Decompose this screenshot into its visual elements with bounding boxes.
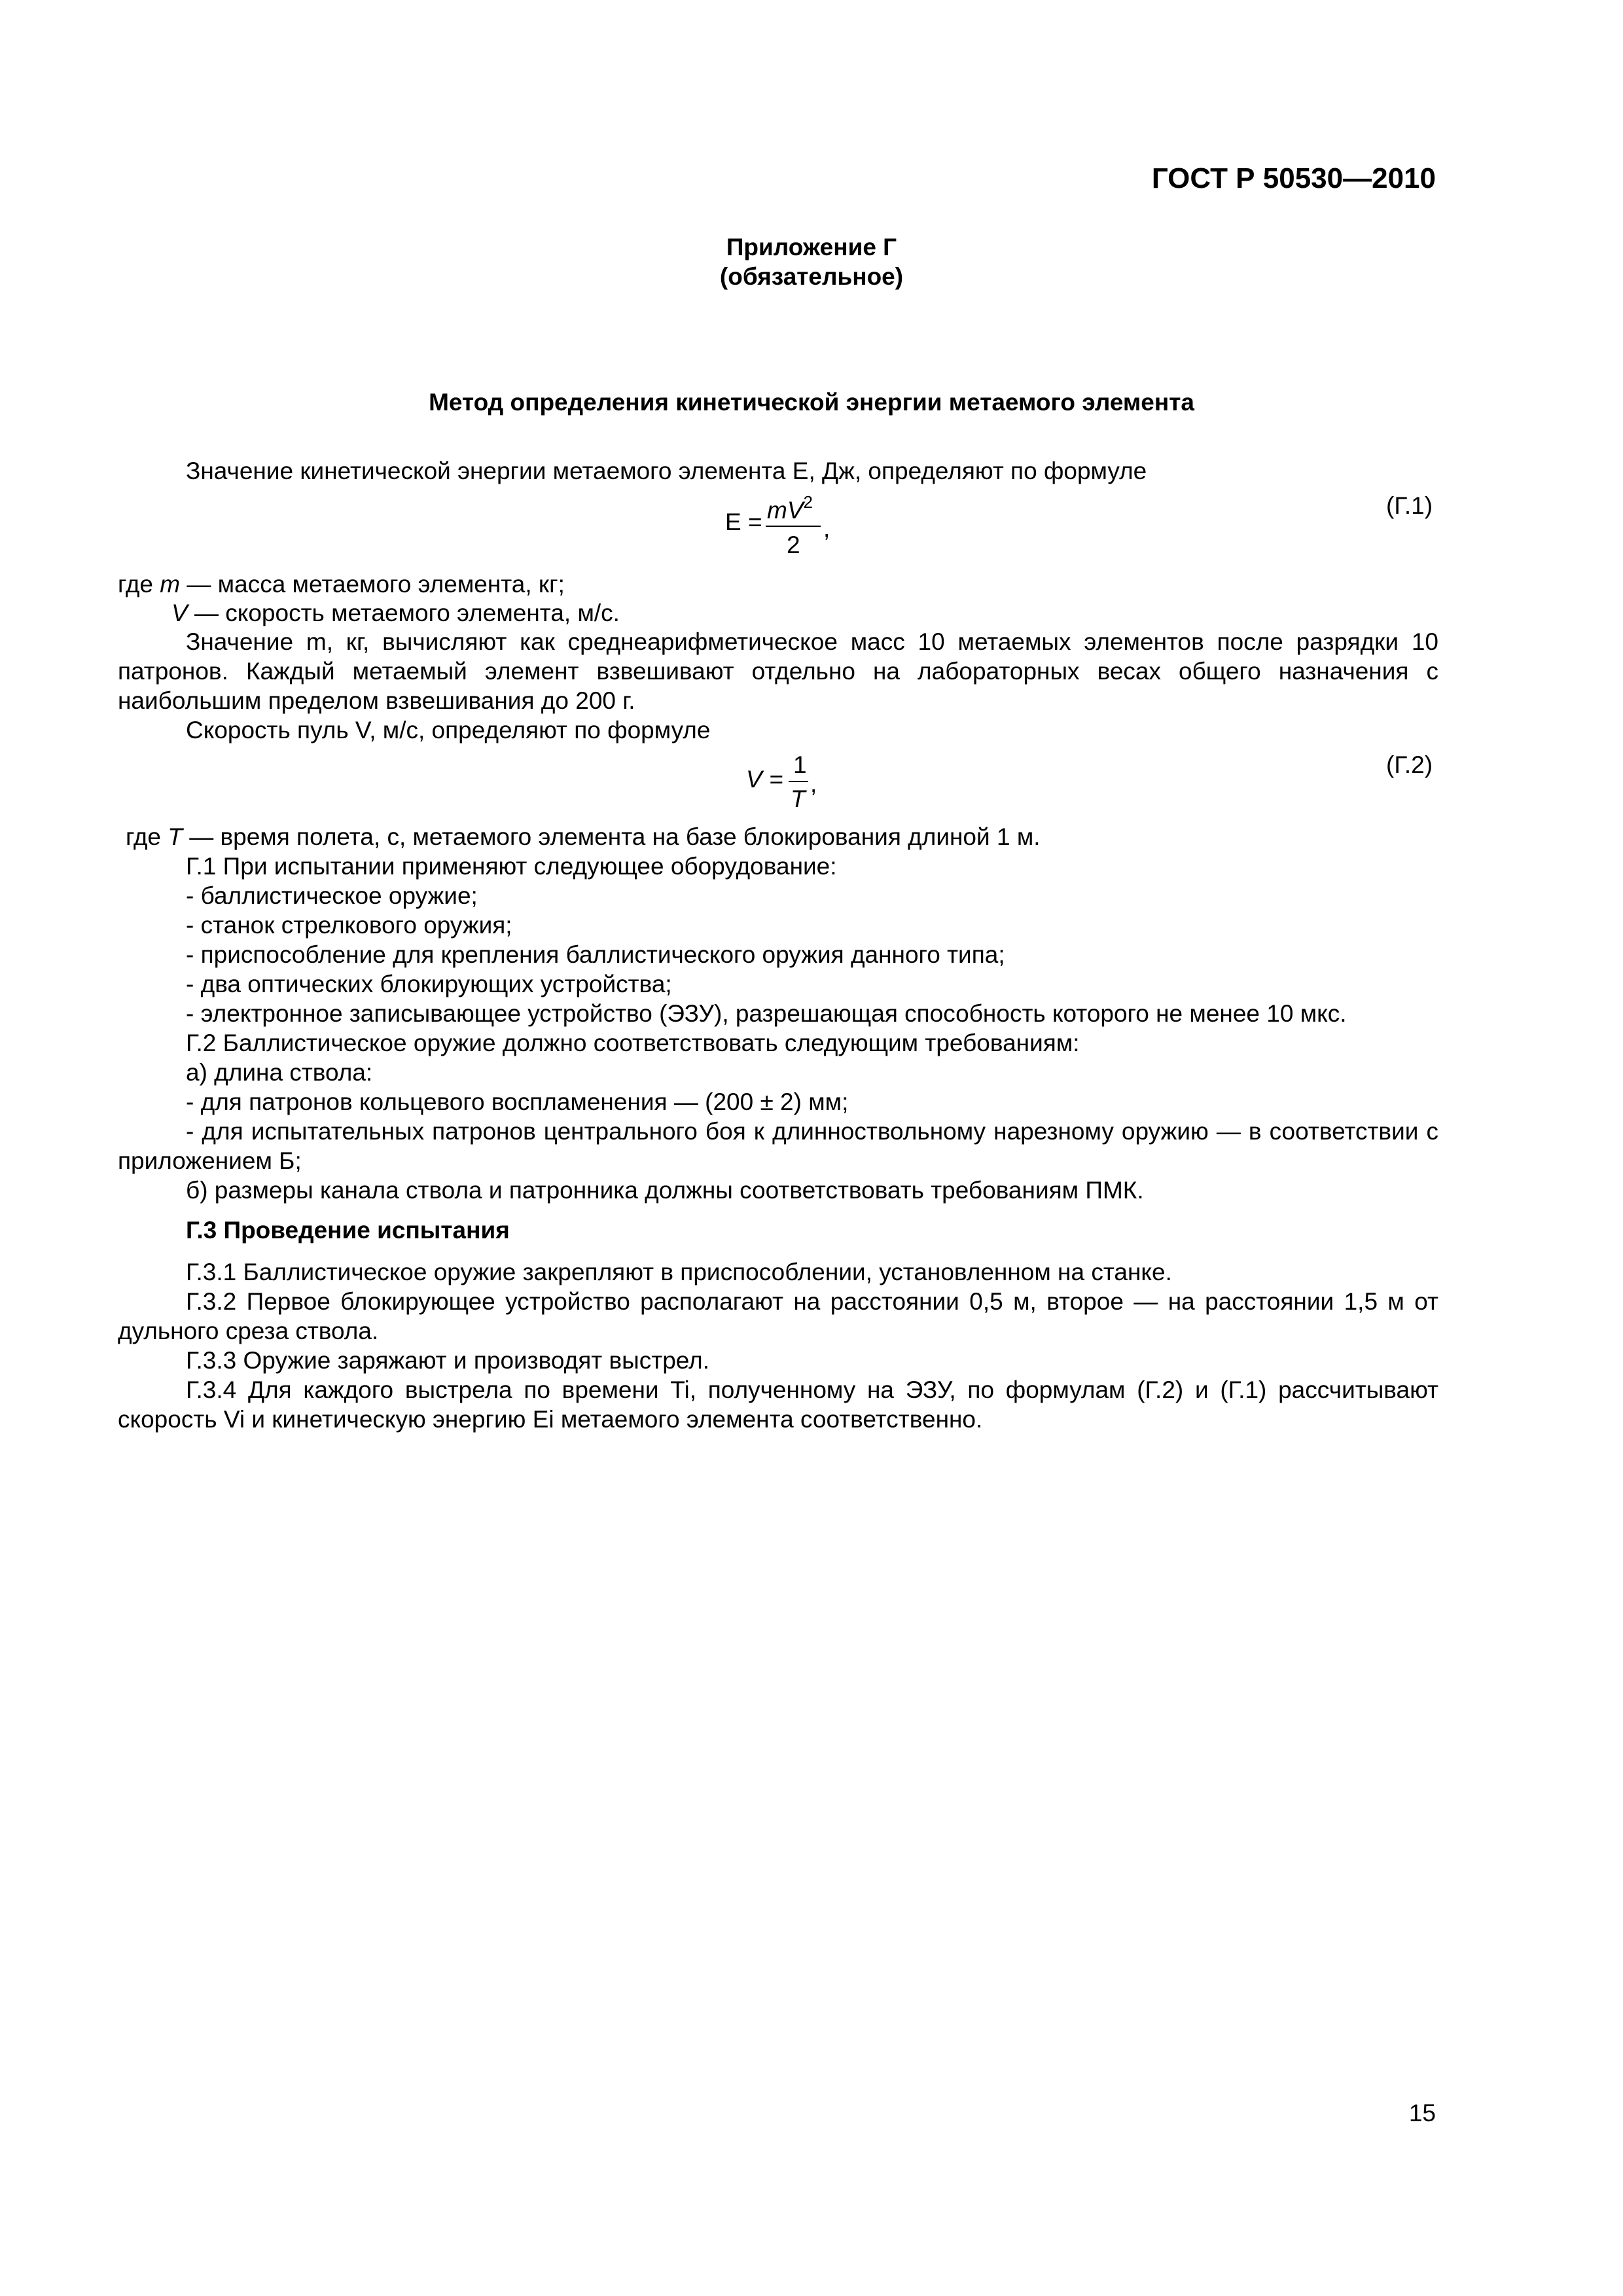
g2-title: Г.2 Баллистическое оружие должно соответствовать следующим требованиям: (186, 1030, 1080, 1056)
formula-2-comma: , (810, 770, 817, 797)
intro-paragraph: Значение кинетической энергии метаемого элемента Е, Дж, определяют по формуле (186, 457, 1147, 484)
where-v: V — скорость метаемого элемента, м/с. (171, 600, 620, 626)
where-t: где T — время полета, с, метаемого элемента на базе блокирования длиной 1 м. (126, 823, 1041, 850)
g1-title: Г.1 При испытании применяют следующее оборудование: (186, 853, 837, 880)
formula-2-numerator: 1 (793, 751, 807, 778)
g2-b: б) размеры канала ствола и патронника должны соответствовать требованиям ПМК. (186, 1177, 1144, 1204)
page-number: 15 (1408, 2100, 1436, 2126)
where-m: где m — масса метаемого элемента, кг; (118, 571, 565, 598)
speed-intro: Скорость пуль V, м/с, определяют по формуле (186, 717, 711, 744)
g2-a: а) длина ствола: (186, 1059, 373, 1086)
formula-2-number: (Г.2) (1386, 751, 1433, 778)
document-code: ГОСТ Р 50530—2010 (1151, 162, 1436, 194)
formula-1-denominator: 2 (787, 531, 800, 558)
g3-p4: Г.3.4 Для каждого выстрела по времени Ti, полученному на ЭЗУ, по формулам (Г.2) и (Г.1) рассчитывают скорость Vi и кинетическую энергию Ei метаемого элемента соответственно. (118, 1376, 1438, 1433)
formula-1-comma: , (823, 515, 830, 542)
g1-item: - станок стрелкового оружия; (186, 912, 512, 939)
g3-p3: Г.3.3 Оружие заряжают и производят выстрел. (186, 1347, 709, 1374)
appendix-status: (обязательное) (719, 263, 904, 290)
g3-p2: Г.3.2 Первое блокирующее устройство располагают на расстоянии 0,5 м, второе — на расстоянии 1,5 м от дульного среза ствола. (118, 1288, 1438, 1344)
mass-paragraph: Значение m, кг, вычисляют как среднеарифметическое масс 10 метаемых элементов после разрядки 10 патронов. Каждый метаемый элемент взвешивают отдельно на лабораторных весах общего назначения с наибольшим пределом взвешивания до 200 г. (118, 628, 1438, 714)
g1-item: - баллистическое оружие; (186, 882, 478, 909)
fraction-line (789, 781, 808, 782)
formula-2-denominator: T (791, 785, 806, 812)
formula-1-number: (Г.1) (1386, 492, 1433, 519)
g1-item: - приспособление для крепления баллистического оружия данного типа; (186, 941, 1005, 968)
formula-1-numerator: $mV^2$ (767, 492, 813, 524)
g3-title: Г.3 Проведение испытания (186, 1217, 510, 1244)
fraction-line (766, 526, 821, 527)
formula-1-lhs: E = (725, 509, 762, 535)
g2-a-item: - для испытательных патронов центрального боя к длинноствольному нарезному оружию — в соответствии с приложением Б; (118, 1118, 1438, 1174)
g3-p1: Г.3.1 Баллистическое оружие закрепляют в приспособлении, установленном на станке. (186, 1259, 1172, 1285)
section-title: Метод определения кинетической энергии метаемого элемента (429, 389, 1194, 416)
g2-a-item: - для патронов кольцевого воспламенения — (200 ± 2) мм; (186, 1088, 849, 1115)
g1-item: - электронное записывающее устройство (ЭЗУ), разрешающая способность которого не менее 10 мкс. (186, 1000, 1347, 1027)
formula-2-lhs: V = (746, 766, 783, 793)
appendix-title: Приложение Г (726, 234, 897, 260)
g1-item: - два оптических блокирующих устройства; (186, 971, 672, 997)
